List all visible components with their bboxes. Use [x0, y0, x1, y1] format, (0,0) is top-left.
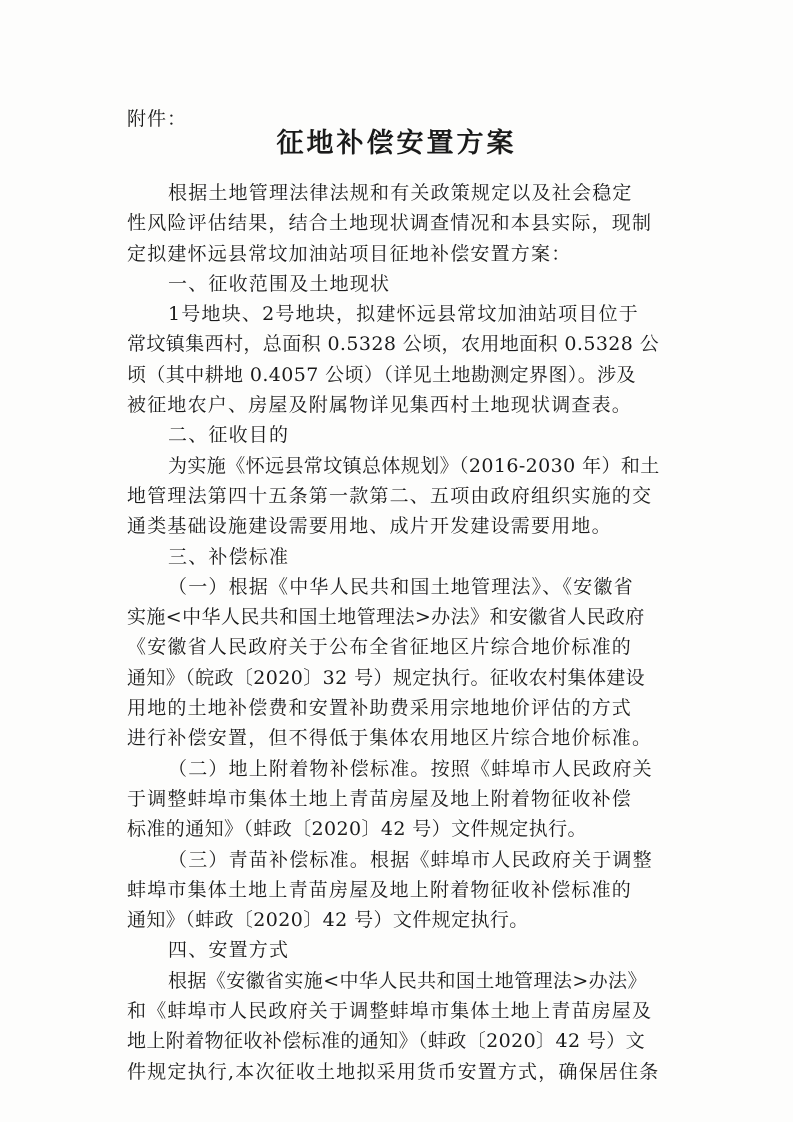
- paragraph-line: 蚌埠市集体土地上青苗房屋及地上附着物征收补偿标准的: [127, 878, 633, 901]
- paragraph-line: 性风险评估结果，结合土地现状调查情况和本县实际，现制: [127, 212, 653, 235]
- section-heading-3: 三、补偿标准: [168, 545, 290, 568]
- paragraph-line: 用地的土地补偿费和安置补助费采用宗地地价评估的方式: [127, 697, 633, 720]
- paragraph-line: 于调整蚌埠市集体土地上青苗房屋及地上附着物征收补偿: [127, 787, 633, 810]
- paragraph-line: 实施<中华人民共和国土地管理法>办法》和安徽省人民政府: [127, 606, 645, 629]
- attachment-label: 附件：: [127, 108, 188, 130]
- paragraph-line: 通类基础设施建设需要用地、成片开发建设需要用地。: [127, 515, 612, 538]
- paragraph-line: 为实施《怀远县常坟镇总体规划》（2016-2030 年）和土: [168, 454, 660, 477]
- paragraph-line: 顷（其中耕地 0.4057 公顷）（详见土地勘测定界图）。涉及: [127, 363, 636, 386]
- paragraph-line: 和《蚌埠市人民政府关于调整蚌埠市集体土地上青苗房屋及: [127, 1000, 653, 1023]
- section-heading-4: 四、安置方式: [168, 939, 290, 962]
- paragraph-line: （三）青苗补偿标准。根据《蚌埠市人民政府关于调整: [168, 848, 653, 871]
- paragraph-line: （一）根据《中华人民共和国土地管理法》、《安徽省: [168, 575, 634, 598]
- paragraph-line: 《安徽省人民政府关于公布全省征地区片综合地价标准的: [127, 636, 633, 659]
- section-heading-2: 二、征收目的: [168, 424, 290, 447]
- document-title: 征地补偿安置方案: [276, 128, 517, 159]
- paragraph-line: 地上附着物征收补偿标准的通知》（蚌政〔2020〕42 号）文: [127, 1030, 646, 1053]
- paragraph-line: 通知》（皖政〔2020〕32 号）规定执行。征收农村集体建设: [127, 666, 646, 689]
- paragraph-line: 1号地块、2号地块，拟建怀远县常坟加油站项目位于: [168, 303, 639, 326]
- paragraph-line: 根据土地管理法律法规和有关政策规定以及社会稳定: [168, 182, 633, 204]
- paragraph-line: 件规定执行,本次征收土地拟采用货币安置方式，确保居住条: [127, 1060, 660, 1083]
- paragraph-line: （二）地上附着物补偿标准。按照《蚌埠市人民政府关: [168, 757, 653, 780]
- section-heading-1: 一、征收范围及土地现状: [168, 272, 391, 295]
- paragraph-line: 根据《安徽省实施<中华人民共和国土地管理法>办法》: [168, 969, 647, 992]
- paragraph-line: 标准的通知》（蚌政〔2020〕42 号）文件规定执行。: [127, 818, 587, 841]
- paragraph-line: 进行补偿安置，但不得低于集体农用地区片综合地价标准。: [127, 727, 653, 750]
- paragraph-line: 通知》（蚌政〔2020〕42 号）文件规定执行。: [127, 909, 529, 932]
- paragraph-line: 常坟镇集西村，总面积 0.5328 公顷，农用地面积 0.5328 公: [127, 333, 660, 356]
- paragraph-line: 定拟建怀远县常坟加油站项目征地补偿安置方案：: [127, 242, 572, 265]
- paragraph-line: 地管理法第四十五条第一款第二、五项由政府组织实施的交: [127, 484, 653, 507]
- paragraph-line: 被征地农户、房屋及附属物详见集西村土地现状调查表。: [127, 394, 633, 417]
- document-body: [127, 178, 683, 1087]
